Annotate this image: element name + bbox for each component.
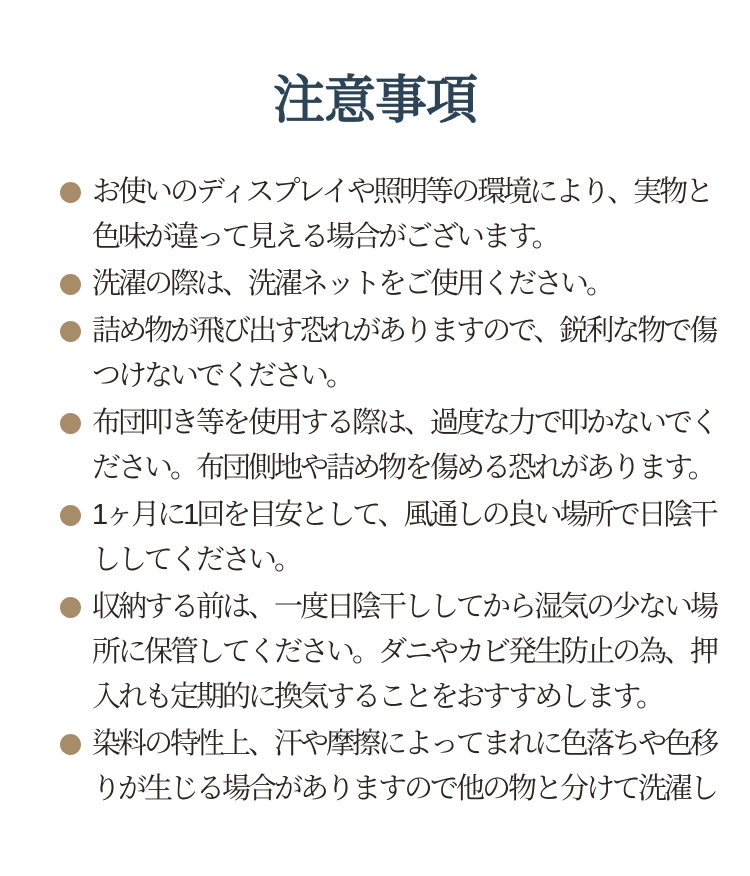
bullet-icon <box>60 274 81 295</box>
notice-item <box>60 262 720 307</box>
page-title: 注意事項 <box>272 71 477 130</box>
notice-line: 収納する前は、一度日陰干ししてから湿気の少ない場 <box>92 590 717 623</box>
bullet-icon <box>60 597 81 618</box>
notice-line: りが生じる場合がありますので他の物と分けて洗濯し <box>92 772 717 805</box>
notice-line: 洗濯の際は、洗濯ネットをご使用ください。 <box>92 267 613 300</box>
notice-item-text <box>92 722 716 812</box>
notice-line: 色味が違って見える場合がございます。 <box>92 220 558 253</box>
notice-line: 詰め物が飛び出す恐れがありますので、鋭利な物で傷 <box>92 314 716 347</box>
notice-item-text <box>92 493 716 583</box>
notice-item-text <box>92 170 711 260</box>
notice-page <box>0 35 750 876</box>
notice-item <box>60 170 720 260</box>
bullet-icon <box>60 321 81 342</box>
notice-line: 布団叩き等を使用する際は、過度な力で叩かないでく <box>92 406 717 439</box>
notice-item <box>60 309 720 399</box>
notice-line: 入れも定期的に換気することをおすすめします。 <box>92 680 662 713</box>
bullet-icon <box>60 182 81 203</box>
notice-line: つけないでください。 <box>92 359 353 392</box>
notice-line: ださい。布団側地や詰め物を傷める恐れがあります。 <box>92 451 714 484</box>
notice-list <box>60 170 720 812</box>
notice-line: お使いのディスプレイや照明等の環境により、実物と <box>92 175 712 208</box>
notice-item-text <box>92 309 715 399</box>
notice-item-text <box>92 262 612 307</box>
notice-item-text <box>92 401 716 491</box>
notice-item <box>60 401 720 491</box>
notice-item <box>60 722 720 812</box>
bullet-icon <box>60 413 81 434</box>
notice-line: 所に保管してください。ダニやカビ発生防止の為、押 <box>92 635 717 668</box>
bullet-icon <box>60 505 81 526</box>
notice-item-text <box>92 585 716 720</box>
notice-line: ししてください。 <box>92 543 301 576</box>
bullet-icon <box>60 734 81 755</box>
notice-item <box>60 585 720 720</box>
notice-line: 染料の特性上、汗や摩擦によってまれに色落ちや色移 <box>92 727 717 760</box>
notice-line: 1ヶ月に1回を目安として、風通しの良い場所で日陰干 <box>92 498 716 531</box>
notice-item <box>60 493 720 583</box>
